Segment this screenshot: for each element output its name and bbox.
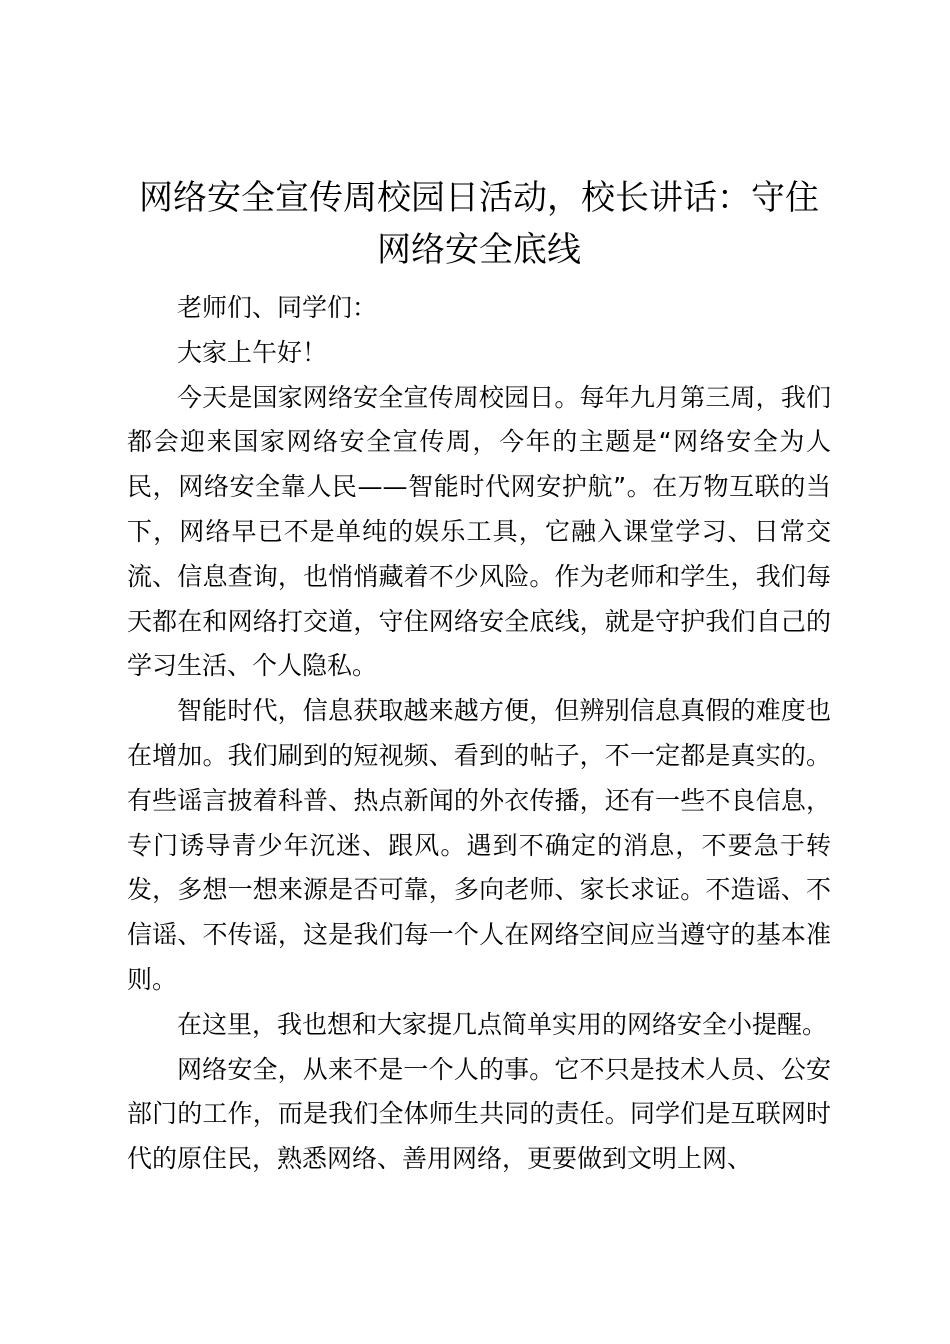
paragraph-2: 智能时代，信息获取越来越方便，但辨别信息真假的难度也在增加。我们刷到的短视频、看到的帖子，不一定都是真实的。有些谣言披着科普、热点新闻的外衣传播，还有一些不良信息，专门诱导青少年沉迷、跟风。遇到不确定的消息，不要急于转发，多想一想来源是否可靠，多向老师、家长求证。不造谣、不信谣、不传谣，这是我们每一个人在网络空间应当遵守的基本准则。 <box>127 696 831 994</box>
paragraph-3: 在这里，我也想和大家提几点简单实用的网络安全小提醒。 <box>177 1009 828 1039</box>
paragraph-4: 网络安全，从来不是一个人的事。它不只是技术人员、公安部门的工作，而是我们全体师生共同的责任。同学们是互联网时代的原住民，熟悉网络、善用网络，更要做到文明上网、 <box>127 1054 831 1174</box>
salutation: 老师们、同学们： <box>177 293 378 322</box>
document-title: 网络安全宣传周校园日活动，校长讲话：守住网络安全底线 <box>139 178 819 270</box>
greeting-line: 大家上午好！ <box>177 337 328 367</box>
paragraph-1: 今天是国家网络安全宣传周校园日。每年九月第三周，我们都会迎来国家网络安全宣传周，今年的主题是“网络安全为人民，网络安全靠人民——智能时代网安护航”。在万物互联的当下，网络早已不是单纯的娱乐工具，它融入课堂学习、日常交流、信息查询，也悄悄藏着不少风险。作为老师和学生，我们每天都在和网络打交道，守住网络安全底线，就是守护我们自己的学习生活、个人隐私。 <box>127 382 831 681</box>
document-body <box>127 172 831 1182</box>
